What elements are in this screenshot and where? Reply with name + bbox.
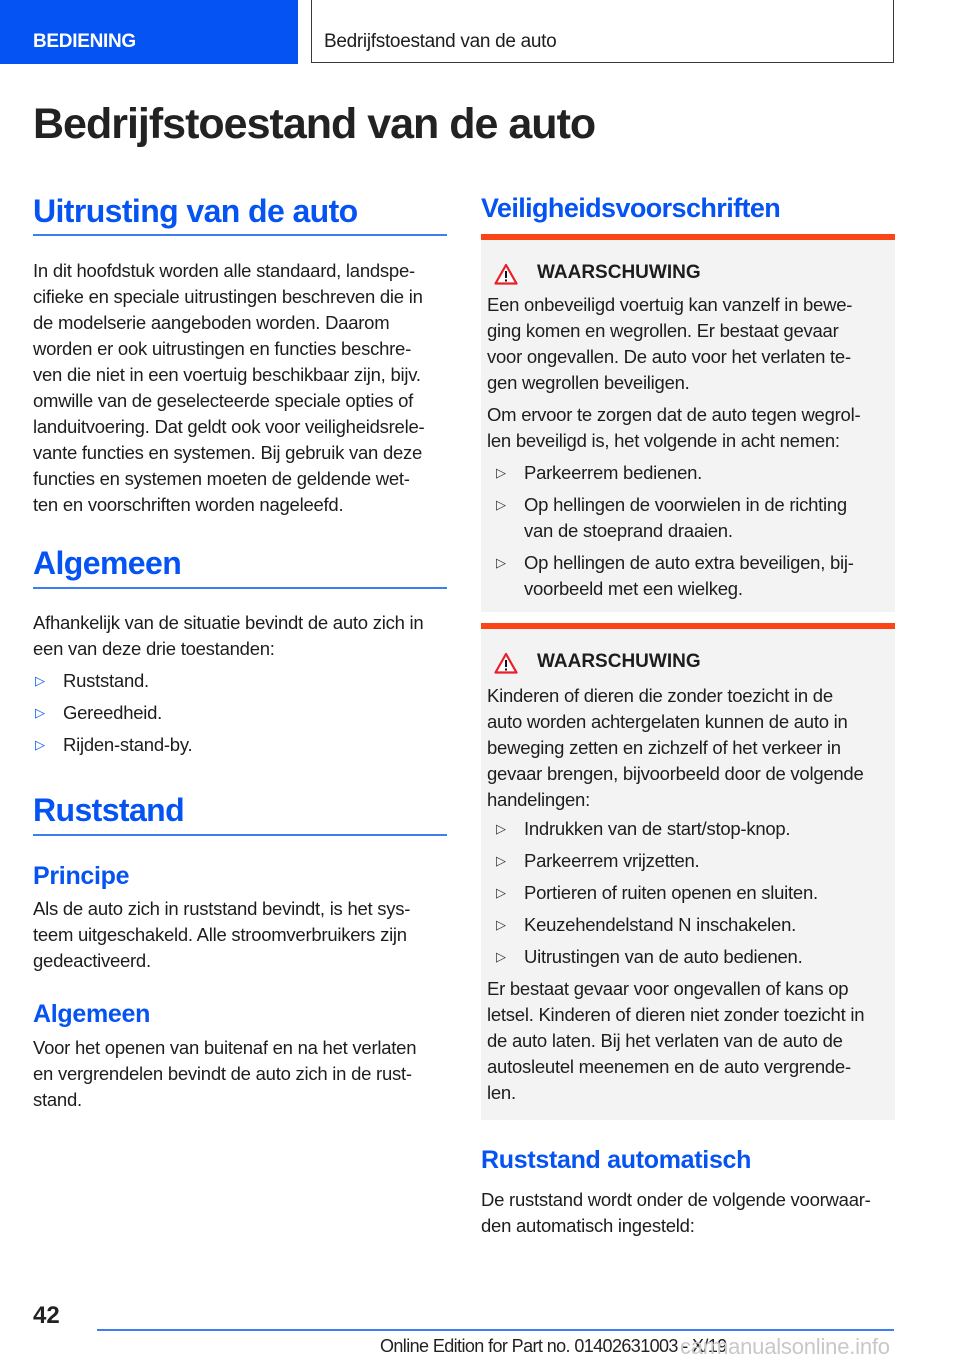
heading-ruststand-automatisch: Ruststand automatisch <box>481 1146 752 1174</box>
text-line: de modelserie aangeboden worden. Daarom <box>33 312 390 333</box>
text-line: len beveiligd is, het volgende in acht nemen: <box>487 430 840 451</box>
text-line: Als de auto zich in ruststand bevindt, is het sys- <box>33 898 411 919</box>
heading-principe: Principe <box>33 862 130 890</box>
text-line: en vergrendelen bevindt de auto zich in de rust- <box>33 1063 412 1084</box>
text-line: auto worden achtergelaten kunnen de auto in <box>487 711 848 732</box>
warning-triangle-icon <box>494 263 518 285</box>
text-line: functies en systemen moeten de geldende wet- <box>33 468 410 489</box>
warning-box: WAARSCHUWING Kinderen of dieren die zonder toezicht in de auto worden achtergelaten kunnen de auto in beweging zetten en zichzelf of het verkeer in gevaar brengen, bijvoorbeeld door de volgende handelingen: ▷ Indrukken van de start/stop-knop. ▷ Parkeerrem vrijzetten. ▷ Portieren of ruiten openen en sluiten. ▷ Keuzehendelstand N inschakelen. ▷ Uitrustingen van de auto bedienen. Er bestaat gevaar voor ongevallen of kans op letsel. Kinderen of dieren niet zonder toezicht in de auto laten. Bij het verlaten van de auto de autosleutel meenemen en de auto vergrende- len. <box>481 623 895 1120</box>
text-line: teem uitgeschakeld. Alle stroomverbruikers zijn <box>33 924 407 945</box>
chapter-tab <box>311 0 894 63</box>
text-line: Er bestaat gevaar voor ongevallen of kans op <box>487 978 849 999</box>
section-label: BEDIENING <box>33 31 136 52</box>
text-line: gedeactiveerd. <box>33 950 151 971</box>
text-line: den automatisch ingesteld: <box>481 1215 695 1236</box>
bullet-triangle-icon: ▷ <box>35 737 45 752</box>
bullet-triangle-icon: ▷ <box>496 949 506 964</box>
bullet-triangle-icon: ▷ <box>496 555 506 570</box>
bullet-triangle-icon: ▷ <box>35 705 45 720</box>
text-line: autosleutel meenemen en de auto vergrende- <box>487 1056 851 1077</box>
footer-rule <box>97 1329 894 1331</box>
heading-rule <box>33 834 447 836</box>
heading-veiligheidsvoorschriften: Veiligheidsvoorschriften <box>481 193 781 223</box>
warning-bar <box>481 623 895 629</box>
text-line: ten en voorschriften worden nageleefd. <box>33 494 344 515</box>
text-line: beweging zetten en zichzelf of het verkeer in <box>487 737 841 758</box>
page-number: 42 <box>33 1302 60 1329</box>
text-line: In dit hoofdstuk worden alle standaard, landspe- <box>33 260 415 281</box>
text-line: len. <box>487 1082 516 1103</box>
section-tab <box>0 0 298 64</box>
text-line: cifieke en speciale uitrustingen beschreven die in <box>33 286 423 307</box>
text-line: worden er ook uitrustingen en functies beschre- <box>33 338 411 359</box>
text-line: ven die niet in een voertuig beschikbaar zijn, bijv. <box>33 364 421 385</box>
text-line: vante functies en systemen. Bij gebruik van deze <box>33 442 423 463</box>
bullet-triangle-icon: ▷ <box>496 885 506 900</box>
bullet-triangle-icon: ▷ <box>35 673 45 688</box>
text-line: gen wegrollen beveiligen. <box>487 372 690 393</box>
warning-triangle-icon <box>494 652 518 674</box>
text-line: een van deze drie toestanden: <box>33 638 275 659</box>
warning-box: WAARSCHUWING Een onbeveiligd voertuig kan vanzelf in bewe- ging komen en wegrollen. Er bestaat gevaar voor ongevallen. De auto voor het verlaten te- gen wegrollen beveiligen. Om ervoor te zorgen dat de auto tegen wegrol- len beveiligd is, het volgende in acht nemen: ▷ Parkeerrem bedienen. ▷ Op hellingen de voorwielen in de richting van de stoeprand draaien. ▷ Op hellingen de auto extra beveiligen, bij- voorbeeld met een wielkeg. <box>481 234 895 612</box>
bullet-triangle-icon: ▷ <box>496 917 506 932</box>
text-line: gevaar brengen, bijvoorbeeld door de volgende <box>487 763 864 784</box>
heading-rule <box>33 234 447 236</box>
text-line: Een onbeveiligd voertuig kan vanzelf in bewe- <box>487 294 853 315</box>
heading-algemeen-sub: Algemeen <box>33 1000 151 1028</box>
bullet-triangle-icon: ▷ <box>496 821 506 836</box>
text-line: landuitvoering. Dat geldt ook voor veiligheidsrele- <box>33 416 425 437</box>
chapter-label: Bedrijfstoestand van de auto <box>324 31 557 52</box>
text-line: ging komen en wegrollen. Er bestaat gevaar <box>487 320 839 341</box>
text-line: voor ongevallen. De auto voor het verlaten te- <box>487 346 851 367</box>
text-line: Afhankelijk van de situatie bevindt de auto zich in <box>33 612 424 633</box>
text-line: stand. <box>33 1089 82 1110</box>
heading-uitrusting: Uitrusting van de auto <box>33 193 358 229</box>
text-line: Kinderen of dieren die zonder toezicht in de <box>487 685 833 706</box>
heading-algemeen: Algemeen <box>33 545 182 581</box>
text-line: handelingen: <box>487 789 590 810</box>
heading-rule <box>33 587 447 589</box>
text-line: Voor het openen van buitenaf en na het verlaten <box>33 1037 417 1058</box>
bullet-triangle-icon: ▷ <box>496 465 506 480</box>
bullet-triangle-icon: ▷ <box>496 497 506 512</box>
text-line: omwille van de geselecteerde speciale opties of <box>33 390 414 411</box>
edition-text: Online Edition for Part no. 01402631003 - X/19 <box>380 1336 727 1356</box>
text-line: letsel. Kinderen of dieren niet zonder toezicht in <box>487 1004 865 1025</box>
heading-ruststand: Ruststand <box>33 792 185 828</box>
text-line: de auto laten. Bij het verlaten van de auto de <box>487 1030 843 1051</box>
warning-bar <box>481 234 895 240</box>
text-line: Om ervoor te zorgen dat de auto tegen wegrol- <box>487 404 861 425</box>
page-title: Bedrijfstoestand van de auto <box>33 100 596 148</box>
bullet-triangle-icon: ▷ <box>496 853 506 868</box>
text-line: De ruststand wordt onder de volgende voorwaar- <box>481 1189 871 1210</box>
watermark-link[interactable]: carmanualsonline.info <box>680 1334 890 1359</box>
